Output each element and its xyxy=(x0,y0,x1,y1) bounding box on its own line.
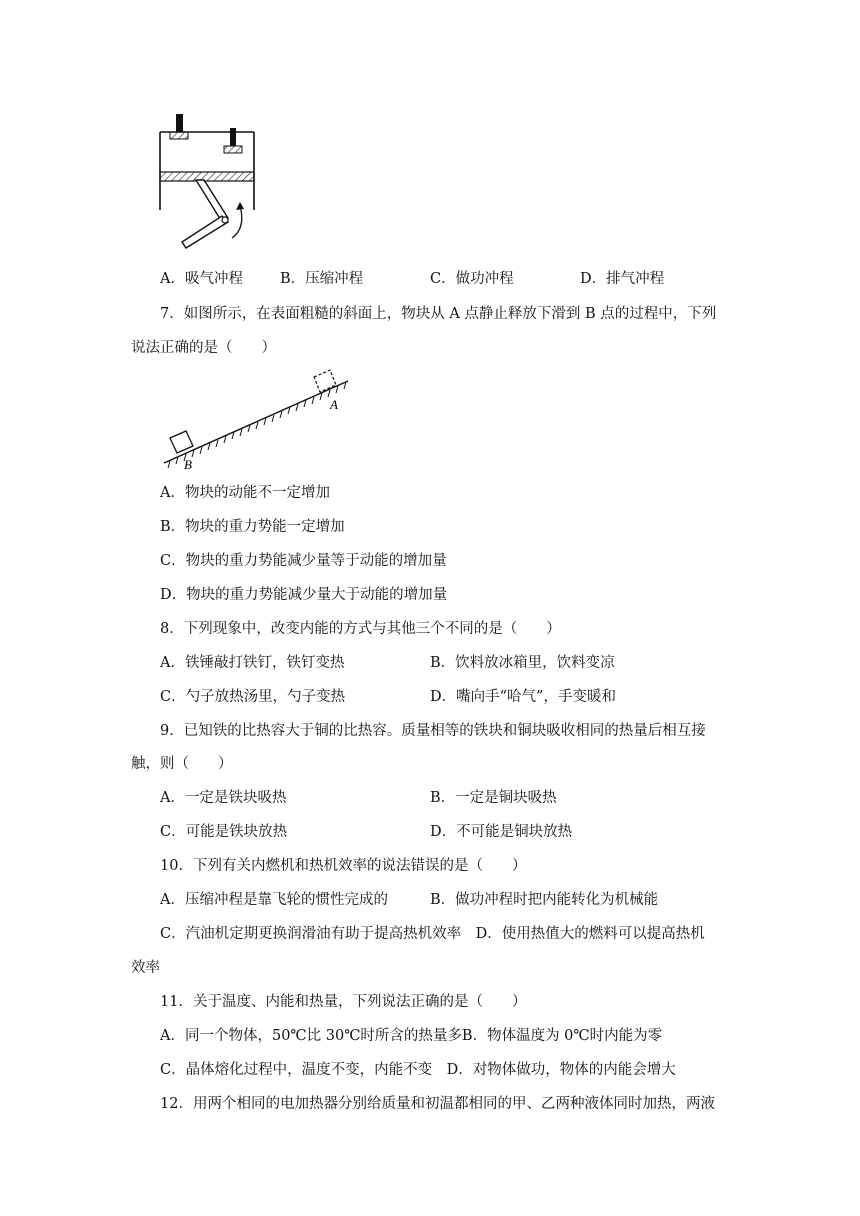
label-b: B xyxy=(184,457,192,472)
q7-stem-line-1: 7．如图所示，在表面粗糙的斜面上，物块从 A 点静止释放下滑到 B 点的过程中，下列 xyxy=(160,306,717,322)
q9-option-c: C．可能是铁块放热 xyxy=(160,824,288,840)
q9-option-d: D．不可能是铜块放热 xyxy=(430,824,573,840)
q6-option-b: B．压缩冲程 xyxy=(280,271,364,287)
q7-option-b: B．物块的重力势能一定增加 xyxy=(160,519,345,535)
q9-option-b: B．一定是铜块吸热 xyxy=(430,790,557,806)
q10-options-cd-wrap: 效率 xyxy=(131,960,160,976)
q7-option-c: C．物块的重力势能减少量等于动能的增加量 xyxy=(160,553,447,569)
q7-option-d: D．物块的重力势能减少量大于动能的增加量 xyxy=(160,587,448,603)
q8-stem: 8．下列现象中，改变内能的方式与其他三个不同的是（ ） xyxy=(160,621,561,637)
q8-option-b: B．饮料放冰箱里，饮料变凉 xyxy=(430,655,615,671)
q10-stem: 10．下列有关内燃机和热机效率的说法错误的是（ ） xyxy=(160,858,527,874)
q11-options-cd: C．晶体熔化过程中，温度不变，内能不变 D．对物体做功，物体的内能会增大 xyxy=(160,1062,676,1078)
q8-option-d: D．嘴向手“哈气”，手变暖和 xyxy=(430,689,616,705)
q11-stem: 11．关于温度、内能和热量，下列说法正确的是（ ） xyxy=(160,994,527,1010)
label-a: A xyxy=(330,397,338,412)
engine-cylinder-figure xyxy=(150,110,260,260)
q11-options-ab: A．同一个物体，50℃比 30℃时所含的热量多B．物体温度为 0℃时内能为零 xyxy=(160,1028,663,1044)
q10-option-a: A．压缩冲程是靠飞轮的惯性完成的 xyxy=(160,892,388,908)
q7-stem-line-2: 说法正确的是（ ） xyxy=(131,340,276,356)
q6-option-d: D．排气冲程 xyxy=(580,271,665,287)
q6-option-a: A．吸气冲程 xyxy=(160,271,243,287)
q9-option-a: A．一定是铁块吸热 xyxy=(160,790,287,806)
q9-stem-line-2: 触，则（ ） xyxy=(131,756,233,772)
q10-option-b: B．做功冲程时把内能转化为机械能 xyxy=(430,892,659,908)
q12-stem-line-1: 12．用两个相同的电加热器分别给质量和初温都相同的甲、乙两种液体同时加热，两液 xyxy=(160,1096,715,1112)
q8-option-a: A．铁锤敲打铁钉，铁钉变热 xyxy=(160,655,345,671)
q9-stem-line-1: 9．已知铁的比热容大于铜的比热容。质量相等的铁块和铜块吸收相同的热量后相互接 xyxy=(160,723,706,739)
incline-figure xyxy=(160,365,360,475)
q6-option-c: C．做功冲程 xyxy=(430,271,514,287)
q10-options-cd: C．汽油机定期更换润滑油有助于提高热机效率 D．使用热值大的燃料可以提高热机 xyxy=(160,926,705,942)
q7-option-a: A．物块的动能不一定增加 xyxy=(160,485,330,501)
q8-option-c: C．勺子放热汤里，勺子变热 xyxy=(160,689,346,705)
